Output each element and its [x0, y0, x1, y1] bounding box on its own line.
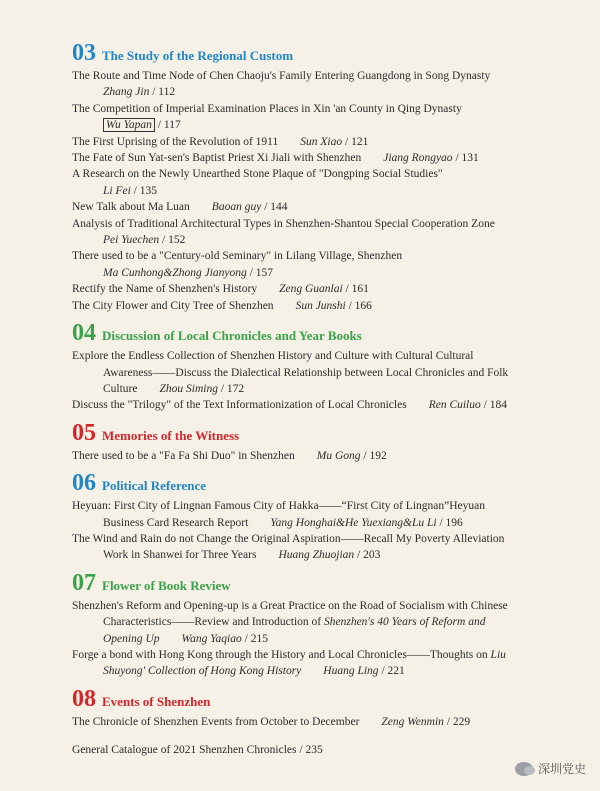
- entry-author: Zhou Siming: [159, 382, 218, 395]
- entry-title: The Competition of Imperial Examination Places in Xin 'an County in Qing Dynasty: [72, 102, 462, 115]
- entry-title-cont: [72, 614, 542, 630]
- section-heading: [72, 686, 542, 714]
- toc-entry: [72, 498, 542, 531]
- section-number: 05: [72, 419, 96, 446]
- section-heading: [72, 420, 542, 448]
- entry-page: 215: [250, 632, 268, 645]
- entry-title: The City Flower and City Tree of Shenzhen: [72, 299, 274, 312]
- entry-page: 135: [139, 184, 157, 197]
- entry-title-cont: Culture: [103, 382, 138, 395]
- toc-entry: [72, 216, 542, 249]
- toc-entry: [72, 166, 542, 199]
- entry-author: Mu Gong: [316, 449, 361, 462]
- entry-byline: Business Card Research Report Yang Honghai&He Yuexiang&Lu Li / 196: [103, 516, 463, 529]
- entry-byline: Li Fei / 135: [103, 184, 157, 197]
- entry-author: Jiang Rongyao: [383, 152, 453, 165]
- watermark: [515, 760, 586, 777]
- entry-byline: Culture Zhou Siming / 172: [103, 382, 245, 395]
- toc-entry: New Talk about Ma Luan Baoan guy / 144: [72, 201, 288, 214]
- entry-author: Huang Zhuojian: [278, 549, 355, 562]
- entry-author: Wang Yaqiao: [181, 632, 242, 645]
- section-number: 06: [72, 470, 96, 497]
- watermark-text: 深圳党史: [537, 762, 586, 776]
- section-title: Discussion of Local Chronicles and Year Books: [102, 328, 362, 344]
- section-05: [72, 420, 542, 464]
- toc-entry: The Fate of Sun Yat-sen's Baptist Priest Xi Jiali with Shenzhen Jiang Rongyao / 131: [72, 152, 479, 165]
- entry-author: Wu Yapan: [103, 118, 155, 132]
- toc-entry: [72, 101, 542, 134]
- toc-entry: The City Flower and City Tree of Shenzhen Sun Junshi / 166: [72, 299, 372, 312]
- entry-page: 221: [387, 665, 405, 678]
- entry-page: 172: [226, 382, 245, 395]
- entry-page: 157: [255, 266, 273, 279]
- general-catalogue: General Catalogue of 2021 Shenzhen Chronicles / 235: [72, 744, 323, 757]
- entry-title: [72, 647, 542, 663]
- wechat-icon: [515, 762, 533, 776]
- entry-page: 144: [270, 201, 288, 214]
- entry-title-text: Characteristics——Review and Introduction of: [103, 616, 322, 629]
- toc-entry: [72, 531, 542, 564]
- section-08: [72, 686, 542, 730]
- book-title: Shenzhen's 40 Years of Reform and: [324, 616, 486, 629]
- section-heading: [72, 40, 542, 68]
- entry-title-cont: Awareness——Discuss the Dialectical Relationship between Local Chronicles and Folk: [103, 366, 509, 379]
- entry-title: Discuss the "Trilogy" of the Text Informationization of Local Chronicles: [72, 399, 407, 412]
- entry-title: The Fate of Sun Yat-sen's Baptist Priest Xi Jiali with Shenzhen: [72, 152, 362, 165]
- footer-text: General Catalogue of 2021 Shenzhen Chronicles: [72, 744, 297, 757]
- toc-entry: [72, 598, 542, 647]
- book-title: Opening Up: [103, 632, 160, 645]
- section-number: 07: [72, 569, 96, 596]
- section-number: 04: [72, 320, 96, 347]
- section-07: [72, 570, 542, 680]
- entry-author: Ma Cunhong&Zhong Jianyong: [103, 266, 247, 279]
- entry-byline: Opening Up Wang Yaqiao / 215: [103, 632, 268, 645]
- entry-page: 121: [351, 135, 369, 148]
- entry-title: Analysis of Traditional Architectural Types in Shenzhen-Shantou Special Cooperation Zone: [72, 217, 495, 230]
- entry-title: The Chronicle of Shenzhen Events from October to December: [72, 715, 360, 728]
- entry-page: 184: [489, 399, 507, 412]
- entry-title-text: Forge a bond with Hong Kong through the History and Local Chronicles——Thoughts on: [72, 648, 488, 661]
- entry-page: 131: [461, 152, 479, 165]
- entry-title: There used to be a "Century-old Seminary" in Lilang Village, Shenzhen: [72, 250, 403, 263]
- entry-page: 152: [168, 234, 186, 247]
- book-title: Shuyong' Collection of Hong Kong History: [103, 665, 302, 678]
- section-number: 08: [72, 685, 96, 712]
- entry-byline: Ma Cunhong&Zhong Jianyong / 157: [103, 266, 273, 279]
- entry-title: Heyuan: First City of Lingnan Famous City of Hakka——“First City of Lingnan”Heyuan: [72, 500, 485, 513]
- toc-entry: Discuss the "Trilogy" of the Text Informationization of Local Chronicles Ren Cuiluo / 184: [72, 399, 507, 412]
- entry-title: The Route and Time Node of Chen Chaoju's Family Entering Guangdong in Song Dynasty: [72, 70, 491, 82]
- entry-byline: Shuyong' Collection of Hong Kong History Huang Ling / 221: [103, 665, 405, 678]
- section-title: The Study of the Regional Custom: [102, 48, 294, 63]
- section-title: Memories of the Witness: [102, 427, 240, 443]
- entry-title: There used to be a "Fa Fa Shi Duo" in Shenzhen: [72, 449, 295, 462]
- entry-author: Zhang Jin: [103, 86, 150, 99]
- entry-author: Sun Junshi: [295, 299, 346, 312]
- section-04: [72, 320, 542, 414]
- toc-entry: [72, 647, 542, 680]
- entry-byline: Pei Yuechen / 152: [103, 234, 186, 247]
- section-heading: [72, 570, 542, 598]
- entry-page: 161: [351, 283, 369, 296]
- entry-author: Zeng Guanlai: [279, 283, 343, 296]
- section-06: [72, 470, 542, 564]
- entry-page: 166: [354, 299, 372, 312]
- toc-entry: [72, 348, 542, 397]
- entry-author: Ren Cuiluo: [428, 399, 481, 412]
- entry-title-cont: Work in Shanwei for Three Years: [103, 549, 257, 562]
- entry-page: 117: [163, 119, 181, 132]
- section-heading: [72, 470, 542, 498]
- section-heading: [72, 320, 542, 348]
- entry-title-cont: Business Card Research Report: [103, 516, 249, 529]
- entry-page: 229: [452, 715, 471, 728]
- entry-page: 196: [445, 516, 463, 529]
- entry-title: New Talk about Ma Luan: [72, 201, 190, 214]
- table-of-contents: [72, 40, 542, 756]
- entry-byline: Zhang Jin / 112: [103, 86, 176, 99]
- section-title: Events of Shenzhen: [102, 693, 211, 709]
- entry-author: Sun Xiao: [300, 135, 343, 148]
- entry-page: 192: [369, 449, 387, 462]
- entry-byline: Wu Yapan / 117: [72, 117, 542, 133]
- entry-title: Rectify the Name of Shenzhen's History: [72, 283, 258, 296]
- entry-author: Pei Yuechen: [103, 234, 160, 247]
- entry-author: Huang Ling: [323, 665, 379, 678]
- section-03: [72, 40, 542, 314]
- entry-title: The First Uprising of the Revolution of 1911: [72, 135, 279, 148]
- toc-entry: The First Uprising of the Revolution of 1911 Sun Xiao / 121: [72, 135, 369, 148]
- entry-author: Zeng Wenmin: [381, 715, 444, 728]
- toc-entry: Rectify the Name of Shenzhen's History Zeng Guanlai / 161: [72, 283, 369, 296]
- toc-entry: [72, 248, 542, 281]
- entry-title: The Wind and Rain do not Change the Original Aspiration——Recall My Poverty Alleviation: [72, 532, 505, 545]
- toc-entry: [72, 68, 542, 101]
- entry-author: Baoan guy: [211, 201, 262, 214]
- entry-author: Yang Honghai&He Yuexiang&Lu Li: [270, 516, 437, 529]
- footer-page: 235: [305, 744, 323, 757]
- entry-byline: Work in Shanwei for Three Years Huang Zhuojian / 203: [103, 549, 381, 562]
- entry-title: Shenzhen's Reform and Opening-up is a Great Practice on the Road of Socialism with Chinese: [72, 599, 508, 612]
- entry-page: 112: [158, 86, 176, 99]
- book-title: Liu: [490, 648, 506, 661]
- section-number: 03: [72, 40, 96, 66]
- entry-title: A Research on the Newly Unearthed Stone Plaque of "Dongping Social Studies": [72, 168, 443, 181]
- section-title: Flower of Book Review: [102, 577, 231, 593]
- toc-entry: The Chronicle of Shenzhen Events from October to December Zeng Wenmin / 229: [72, 715, 471, 728]
- section-title: Political Reference: [102, 478, 207, 494]
- entry-page: 203: [363, 549, 381, 562]
- toc-entry: There used to be a "Fa Fa Shi Duo" in Shenzhen Mu Gong / 192: [72, 449, 387, 462]
- entry-title: Explore the Endless Collection of Shenzhen History and Culture with Cultural Cultural: [72, 350, 474, 363]
- entry-author: Li Fei: [103, 184, 131, 197]
